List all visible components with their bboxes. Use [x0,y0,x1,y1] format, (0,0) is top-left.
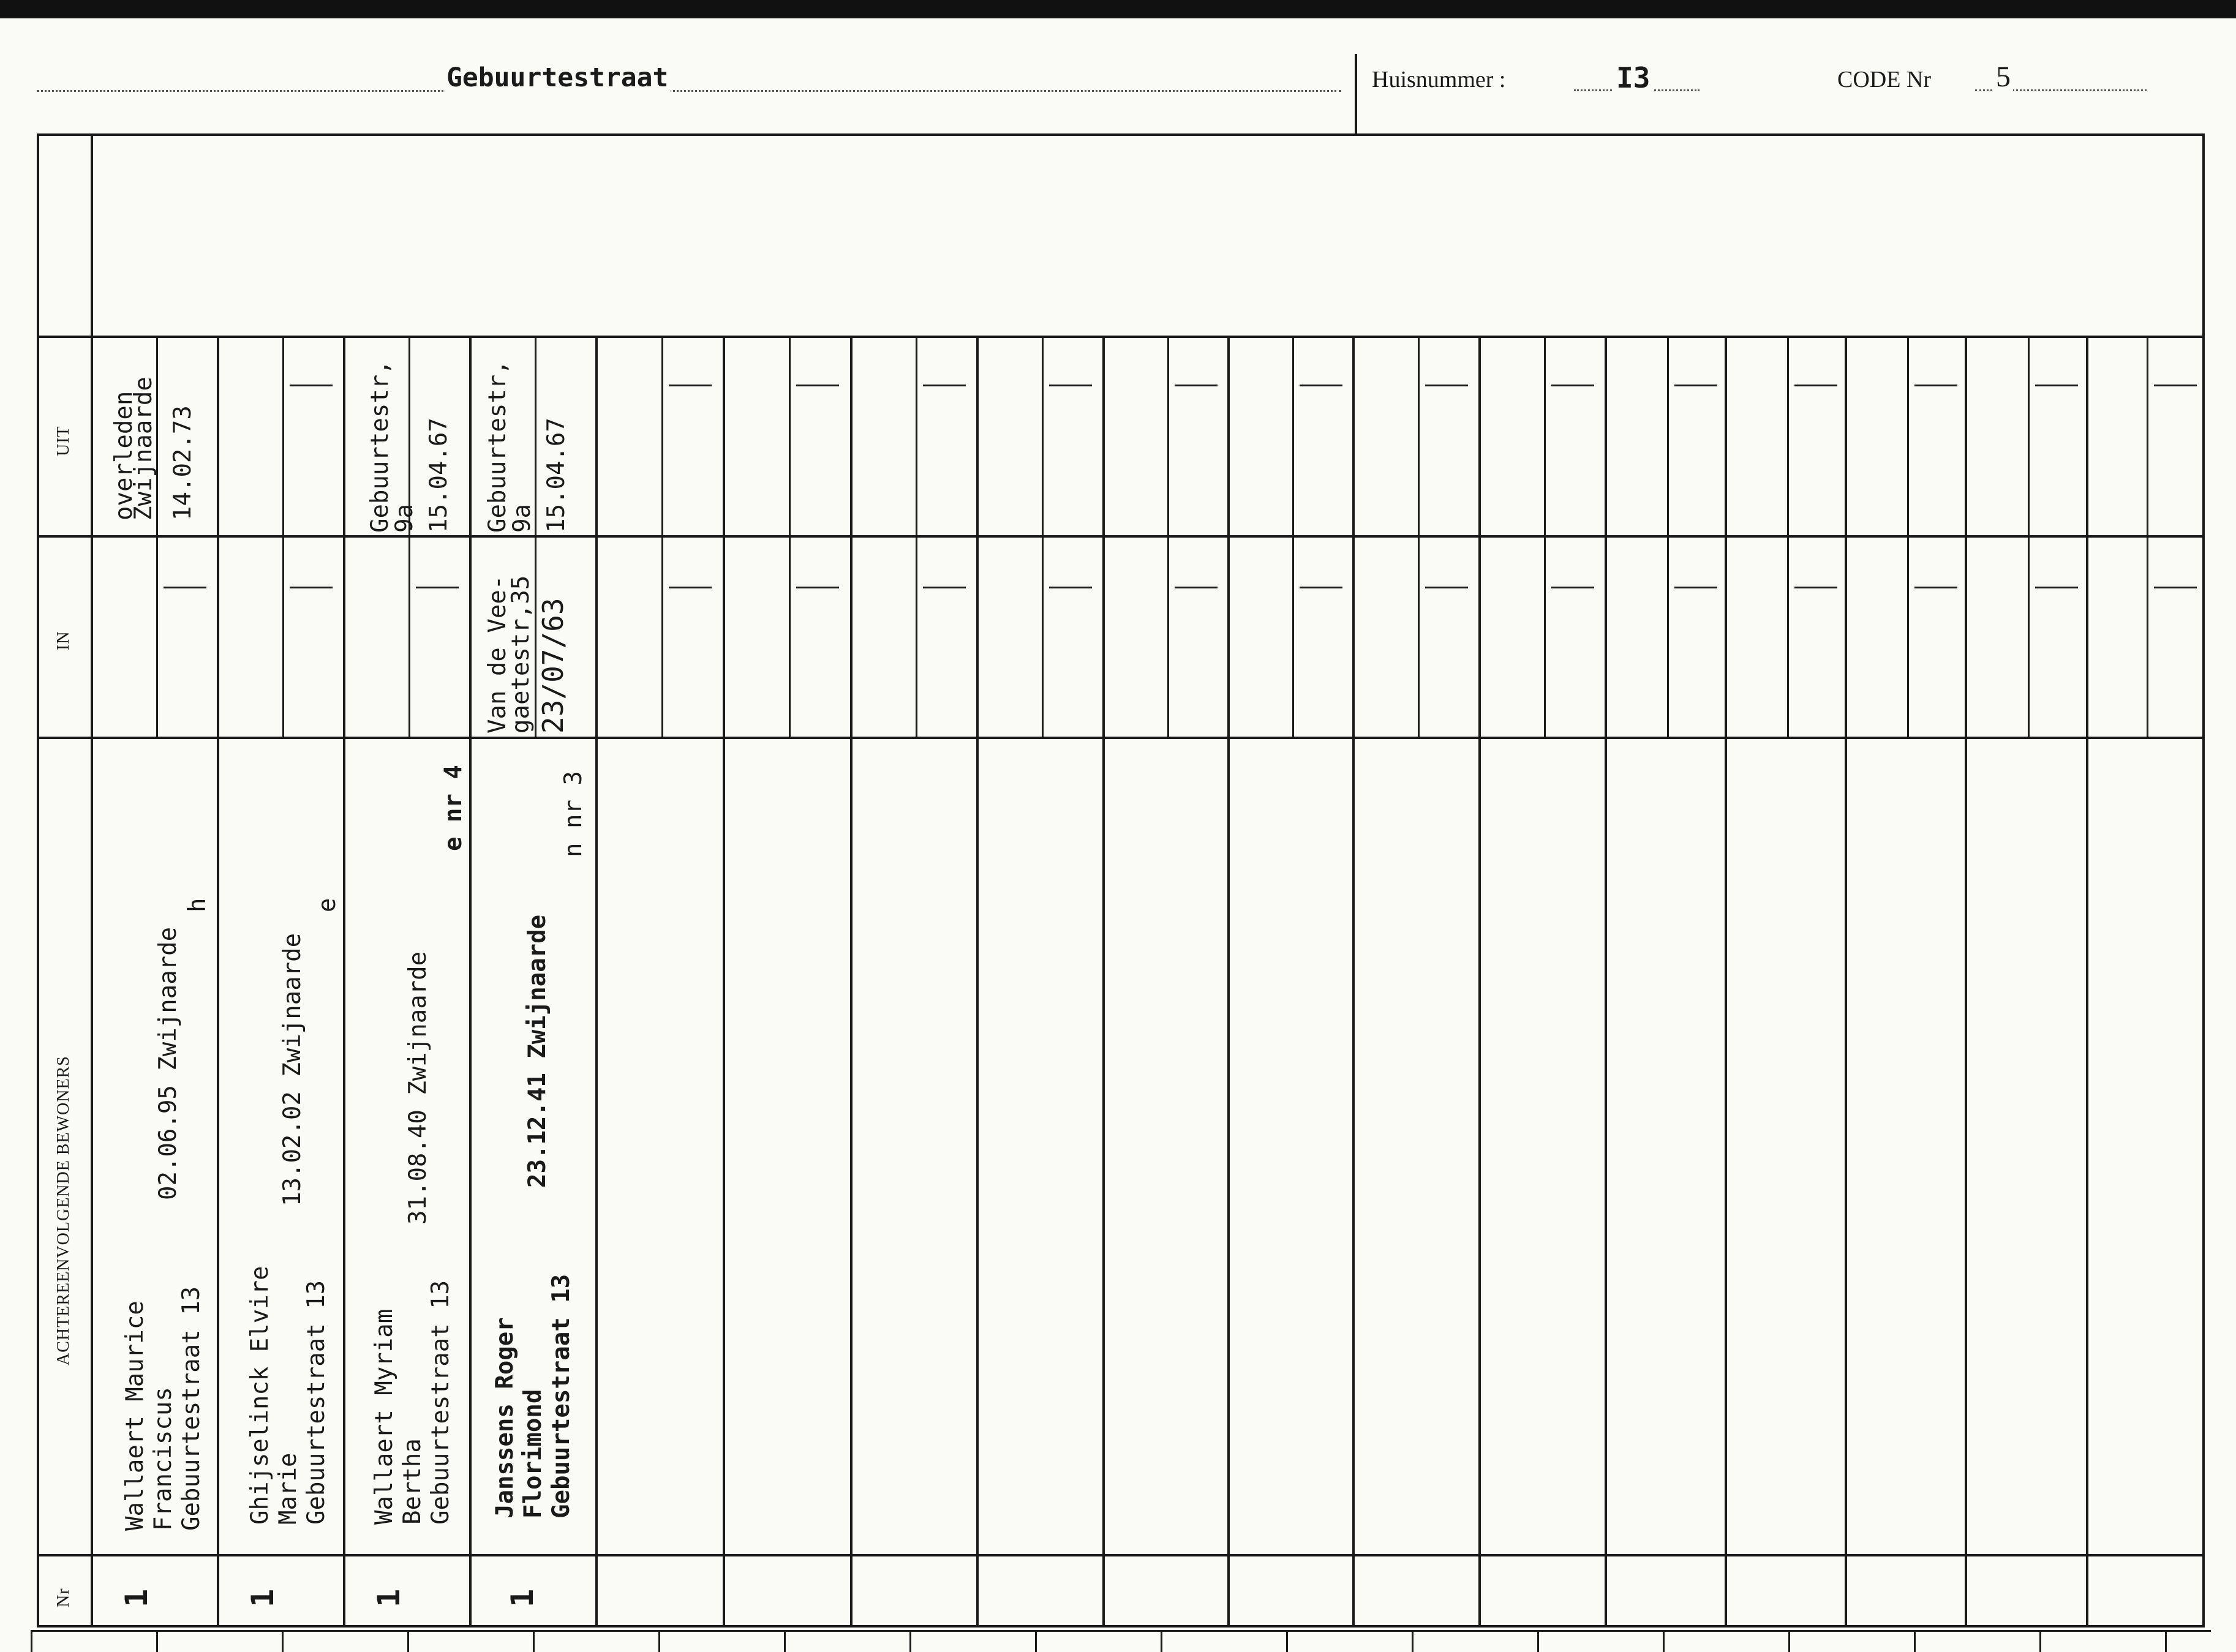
resident-name-2: Florimond [519,1389,547,1519]
sub-column-divider [1167,336,1169,535]
section-label-nr: Nr [54,1588,73,1607]
sub-column-divider [1292,336,1294,535]
resident-name-2: Franciscus [149,1387,177,1531]
empty-entry-dash [290,587,333,588]
resident-extra: e [314,898,341,912]
resident-name-block [491,1274,576,1519]
empty-entry-dash [1551,385,1594,386]
ruler-tick [1537,1630,1539,1652]
uit-entry [366,360,453,533]
empty-entry-dash [1914,385,1957,386]
ruler-tick [1412,1630,1413,1652]
empty-entry-dash [1300,587,1342,588]
empty-entry-dash [1175,385,1218,386]
sub-column-divider [661,535,663,737]
resident-nr: 1 [245,1588,280,1607]
empty-entry-dash [1914,587,1957,588]
sub-column-divider [282,336,284,535]
resident-name-2: Bertha [399,1438,426,1525]
col-divider [1725,336,1727,1628]
ruler-tick [658,1630,660,1652]
resident-address: Gebuurtestraat 13 [427,1280,454,1525]
resident-name-block [371,1280,455,1525]
empty-entry-dash [2154,385,2197,386]
sep-residents-nr [37,1554,2205,1556]
empty-entry-dash [796,385,839,386]
sep-uit-in [37,535,2205,538]
label-column-divider [91,133,93,1628]
empty-entry-dash [2035,587,2078,588]
sub-column-divider [789,336,791,535]
sub-column-divider [661,336,663,535]
resident-address: Gebuurtestraat 13 [178,1286,205,1531]
resident-name: Wallaert Myriam [371,1308,398,1525]
empty-entry-dash [1551,587,1594,588]
resident-birth: 13.02.02 Zwijnaarde [279,933,306,1206]
empty-entry-dash [164,587,206,588]
in-line-3: 23/07/63 [536,598,570,734]
resident-address: Gebuurtestraat 13 [548,1274,575,1519]
ruler-tick [909,1630,911,1652]
col-divider [217,336,219,1628]
resident-extra: e nr 4 [440,765,467,851]
house-number-label: Huisnummer : [1372,67,1506,92]
section-label-in: IN [54,631,73,650]
col-divider [2086,336,2088,1628]
ruler-tick [2165,1630,2167,1652]
sep-uit-top [37,336,2205,338]
resident-nr: 1 [505,1588,540,1607]
uit-line-2: 9a [391,504,418,533]
ruler-tick [156,1630,158,1652]
resident-extra: n nr 3 [560,771,587,857]
empty-entry-dash [416,587,459,588]
in-entry [484,575,570,734]
in-line-2: gaetestr,35 [507,575,535,734]
empty-entry-dash [923,587,966,588]
col-divider [1605,336,1607,1628]
scan-top-border [0,0,2236,18]
uit-line-1: Gebuurtestr, [484,360,511,533]
col-divider [1102,336,1105,1628]
col-divider [595,336,598,1628]
ruler-tick [1035,1630,1037,1652]
col-divider [723,336,725,1628]
empty-entry-dash [1049,385,1092,386]
resident-name-block [246,1266,331,1525]
ruler-tick [1663,1630,1665,1652]
col-divider [1845,336,1847,1628]
ruler-tick [784,1630,786,1652]
resident-name: Wallaert Maurice [121,1301,149,1531]
sub-column-divider [1667,535,1669,737]
table-top-border [37,133,2205,136]
empty-entry-dash [1300,385,1342,386]
sub-column-divider [1418,535,1420,737]
col-divider [1965,336,1967,1628]
sub-column-divider [282,535,284,737]
sub-column-divider [1544,535,1546,737]
sub-column-divider [156,535,158,737]
resident-name-block [121,1286,206,1531]
sub-column-divider [2147,535,2148,737]
col-divider [343,336,345,1628]
empty-entry-dash [1175,587,1218,588]
empty-entry-dash [1794,587,1837,588]
header-divider [1355,54,1357,133]
sub-column-divider [1787,535,1789,737]
sub-column-divider [2028,535,2030,737]
resident-birth: 02.06.95 Zwijnaarde [154,926,182,1200]
ruler-line [31,1630,2211,1632]
sub-column-divider [1418,336,1420,535]
empty-entry-dash [669,587,712,588]
sub-column-divider [789,535,791,737]
empty-entry-dash [1674,385,1717,386]
sep-in-residents [37,737,2205,739]
sub-column-divider [1667,336,1669,535]
col-divider [1352,336,1355,1628]
ruler-tick [282,1630,284,1652]
sub-column-divider [1292,535,1294,737]
empty-entry-dash [290,385,333,386]
ruler-tick [1788,1630,1790,1652]
empty-entry-dash [923,385,966,386]
table-left-border [37,133,39,1628]
sub-column-divider [916,336,917,535]
ruler-tick [1286,1630,1288,1652]
street-name: Gebuurtestraat [444,62,671,93]
empty-entry-dash [2154,587,2197,588]
sub-column-divider [1907,535,1909,737]
resident-name-2: Marie [274,1452,302,1525]
empty-entry-dash [669,385,712,386]
ruler-tick [1914,1630,1916,1652]
ruler-tick [533,1630,535,1652]
empty-entry-dash [1425,385,1468,386]
sub-column-divider [2147,336,2148,535]
col-divider [469,336,472,1628]
table-bottom-border [37,1625,2205,1628]
code-label: CODE Nr [1837,67,1932,92]
section-label-residents: ACHTEREENVOLGENDE BEWONERS [54,1056,73,1365]
sub-column-divider [916,535,917,737]
resident-name: Janssens Roger [491,1317,519,1519]
sub-column-divider [2028,336,2030,535]
resident-address: Gebuurtestraat 13 [303,1280,330,1525]
table-right-border [2202,133,2205,1628]
sub-column-divider [1042,336,1044,535]
col-divider [1227,336,1230,1628]
resident-birth: 23.12.41 Zwijnaarde [524,914,551,1188]
sub-column-divider [1907,336,1909,535]
sub-column-divider [1544,336,1546,535]
uit-line-1: Gebuurtestr, [366,360,394,533]
empty-entry-dash [1794,385,1837,386]
ruler-tick [2039,1630,2041,1652]
uit-entry [110,377,197,520]
uit-line-3: 14.02.73 [169,405,197,520]
in-line-1: Van de Vee- [484,575,511,734]
uit-line-3: 15.04.67 [543,418,570,533]
ruler-tick [1161,1630,1162,1652]
ruler-tick [31,1630,32,1652]
uit-line-3: 15.04.67 [425,418,453,533]
col-divider [976,336,979,1628]
resident-name: Ghijselinck Elvire [246,1266,274,1525]
uit-line-2: Zwijnaarde [130,377,157,520]
street-dotted-line [37,90,1341,92]
sub-column-divider [1787,336,1789,535]
sub-column-divider [1042,535,1044,737]
section-label-uit: UIT [54,426,73,456]
col-divider [1478,336,1481,1628]
empty-entry-dash [2035,385,2078,386]
resident-nr: 1 [371,1588,407,1607]
sub-column-divider [408,535,410,737]
resident-nr: 1 [119,1588,154,1607]
sub-column-divider [1167,535,1169,737]
empty-entry-dash [1674,587,1717,588]
resident-extra: h [184,898,211,912]
resident-birth: 31.08.40 Zwijnaarde [404,951,432,1225]
house-number-value: I3 [1614,61,1652,94]
ruler-tick [407,1630,409,1652]
code-value: 5 [1993,60,2013,94]
empty-entry-dash [1049,587,1092,588]
empty-entry-dash [1425,587,1468,588]
uit-line-1: overleden [110,391,138,520]
empty-entry-dash [796,587,839,588]
col-divider [850,336,853,1628]
uit-line-2: 9a [508,504,536,533]
uit-entry [484,360,571,533]
